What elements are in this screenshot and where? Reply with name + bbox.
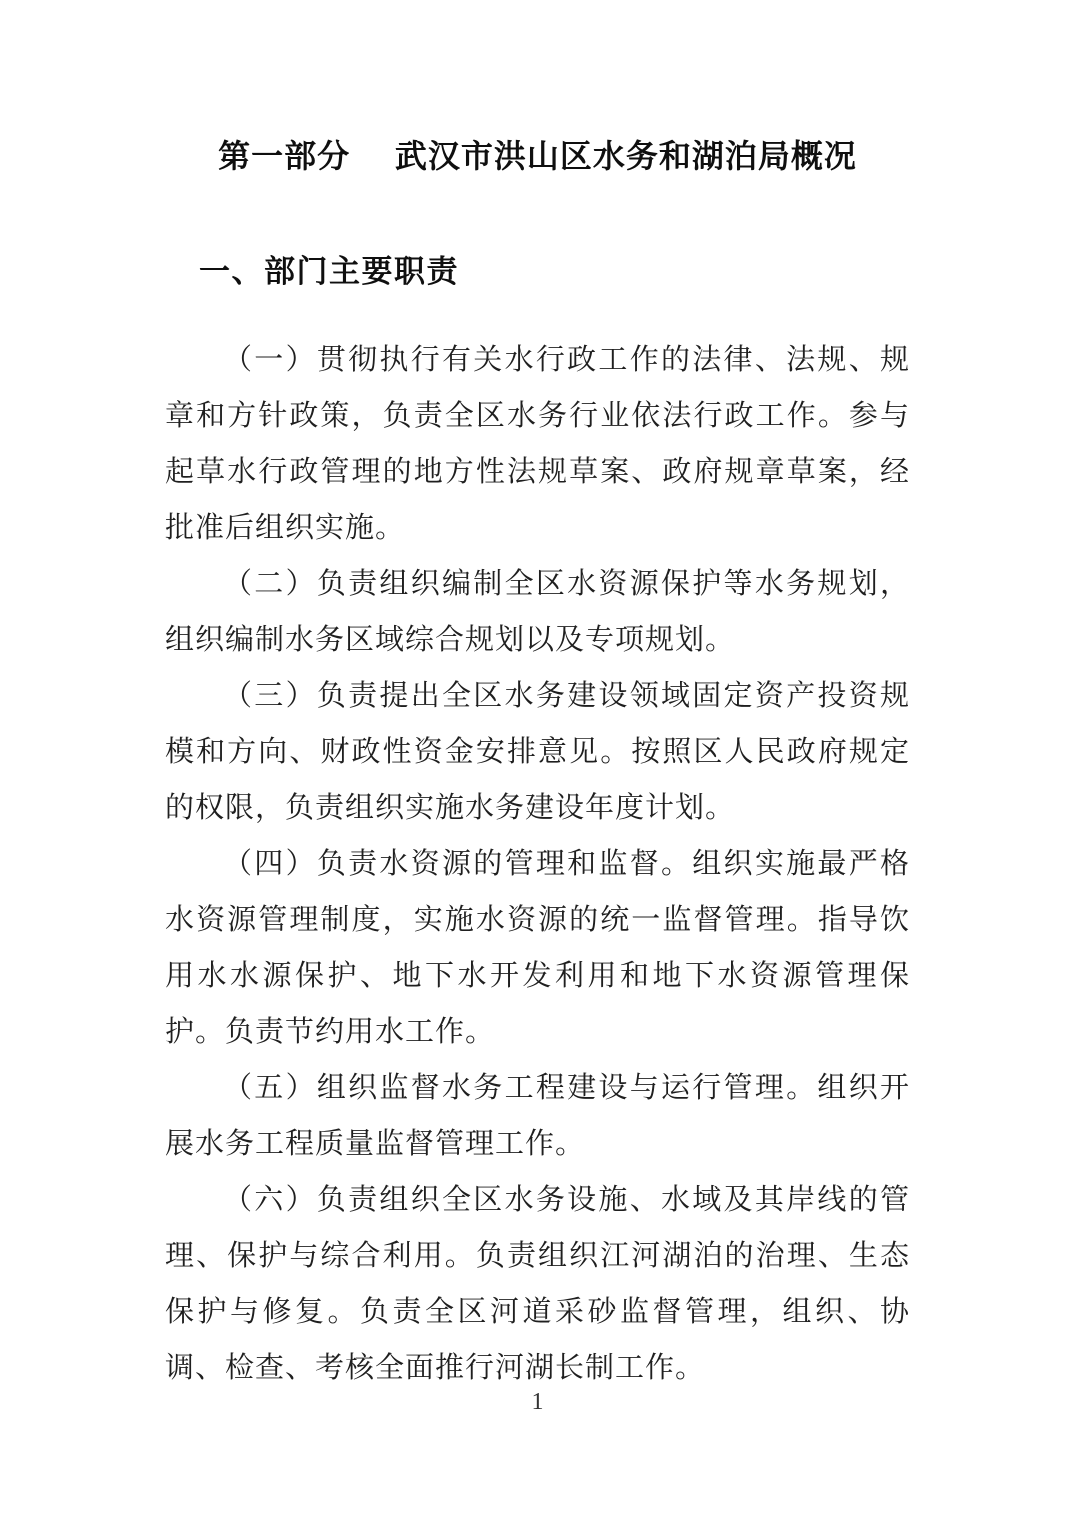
document-title-subject: 武汉市洪山区水务和湖泊局概况	[394, 138, 857, 174]
section-heading: 一、部门主要职责	[199, 254, 459, 289]
document-title	[165, 136, 910, 176]
body-paragraph-4: （四）负责水资源的管理和监督。组织实施最严格水资源管理制度，实施水资源的统一监督管理。指导饮用水水源保护、地下水开发利用和地下水资源管理保护。负责节约用水工作。	[165, 848, 910, 1048]
document-title-part: 第一部分	[218, 138, 351, 174]
body-paragraph-2: （二）负责组织编制全区水资源保护等水务规划，组织编制水务区域综合规划以及专项规划。	[165, 568, 910, 656]
body-paragraph-3: （三）负责提出全区水务建设领域固定资产投资规模和方向、财政性资金安排意见。按照区人民政府规定的权限，负责组织实施水务建设年度计划。	[165, 680, 910, 824]
body-paragraph-6: （六）负责组织全区水务设施、水域及其岸线的管理、保护与综合利用。负责组织江河湖泊的治理、生态保护与修复。负责全区河道采砂监督管理，组织、协调、检查、考核全面推行河湖长制工作。	[165, 1184, 910, 1384]
body-paragraph-5: （五）组织监督水务工程建设与运行管理。组织开展水务工程质量监督管理工作。	[165, 1072, 910, 1160]
section-body	[165, 332, 910, 1396]
page-number: 1	[531, 1389, 544, 1415]
body-paragraph-1: （一）贯彻执行有关水行政工作的法律、法规、规章和方针政策，负责全区水务行业依法行政工作。参与起草水行政管理的地方性法规草案、政府规章草案，经批准后组织实施。	[165, 344, 910, 544]
